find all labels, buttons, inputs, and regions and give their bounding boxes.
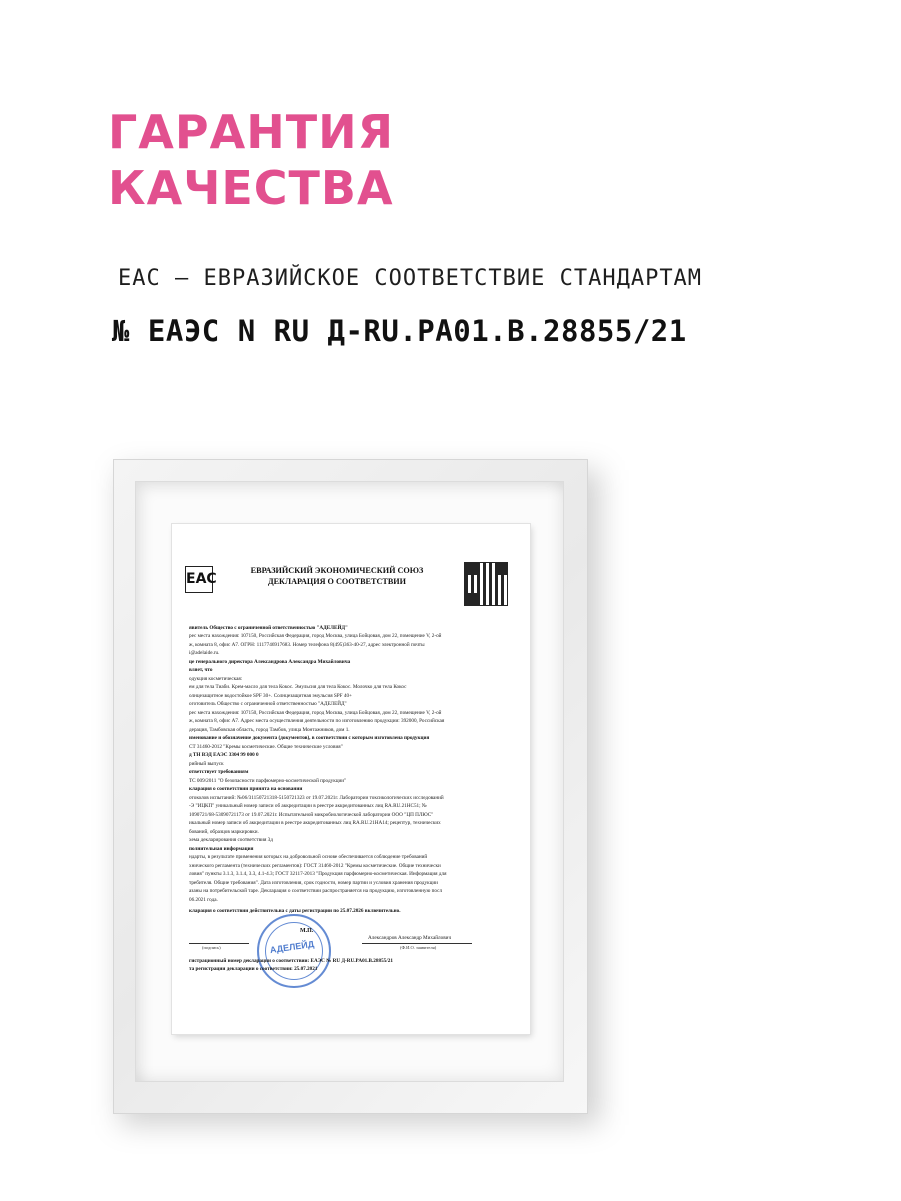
doc-line: вляет, что xyxy=(189,667,213,674)
doc-line: кларация о соответствии принята на основании xyxy=(189,786,303,793)
doc-line: азаны на потребительской таре. Декларация о соответствии распространяется на продукцию, изготовленную посл xyxy=(189,888,443,895)
doc-line: требителя. Общие требования". Дата изготовления, срок годности, номер партии и условия хранения продукции xyxy=(189,879,438,886)
doc-line: це генерального директора Александрова Александра Михайловича xyxy=(189,658,351,665)
heading-line-1: ГАРАНТИЯ xyxy=(108,105,395,159)
document-body xyxy=(189,625,514,916)
doc-line: рийный выпуск xyxy=(189,760,224,767)
quality-guarantee-heading xyxy=(108,104,394,216)
doc-line: ответствует требованиям xyxy=(189,769,249,776)
doc-line: рес места нахождения: 107150, Российская Федерация, город Москва, улица Бойцовая, дом 22, помещение V, 2-ой xyxy=(189,633,442,640)
registration-date: та регистрации декларации о соответствии: 25.07.2021 xyxy=(189,966,318,972)
declaration-document xyxy=(172,524,530,1034)
doc-line: хема декларирования соответствия 3д xyxy=(189,837,273,844)
qr-code-icon xyxy=(464,562,508,606)
doc-line: i@adelaide.ru. xyxy=(189,650,220,657)
doc-line: икальный номер записи об аккредитации в реестре аккредитованных лиц RA.RU.21НА14; рецептур, технических xyxy=(189,820,441,827)
doc-line: отоколов испытаний: №06/31150721318-5150721323 от 19.07.2021г. Лаборатории токсикологических исследований xyxy=(189,794,444,801)
doc-line: 06.2021 года. xyxy=(189,896,218,903)
doc-line: -Э "ИЦКП" уникальный номер записи об аккредитации в реестре аккредитованных лиц RA.RU.21НС51; № xyxy=(189,803,427,810)
doc-line: явитель Общество с ограниченной ответственностью "АДЕЛЕЙД" xyxy=(189,625,348,631)
doc-line: дерация, Тамбовская область, город Тамбов, улица Монтажников, дом 1. xyxy=(189,726,350,733)
doc-line: бований, образцов маркировки. xyxy=(189,828,259,835)
eac-subtitle: ЕАС – ЕВРАЗИЙСКОЕ СООТВЕТСТВИЕ СТАНДАРТАМ xyxy=(118,266,703,291)
signature-caption: (подпись) xyxy=(202,945,221,950)
doc-line: СТ 31460-2012 "Кремы косметические. Общие технические условия" xyxy=(189,743,343,750)
doc-line: ловия" пункты 3.1.3, 3.1.4, 3.3, 4.1-4.3; ГОСТ 32117-2013 "Продукция парфюмерно-косметическая. Информация для xyxy=(189,871,447,878)
doc-line: 1090721/68-53090721173 от 19.07.2021г. Испытательной микробиологической лаборатории ООО "ЦП ПЛЮС" xyxy=(189,811,434,818)
doc-line: оготовитель Общество с ограниченной ответственностью "АДЕЛЕЙД" xyxy=(189,701,347,708)
doc-line: кларация о соответствии действительна с даты регистрации по 25.07.2026 включительно. xyxy=(189,907,401,914)
name-caption: (Ф.И.О. заявителя) xyxy=(400,945,437,950)
doc-line: полнительная информация xyxy=(189,845,254,852)
picture-frame xyxy=(113,459,588,1114)
doc-line: именование и обозначение документа (документов), в соответствии с которым изготовлена продукция xyxy=(189,735,430,742)
doc-line: ндарты, в результате применения которых на добровольной основе обеспечивается соблюдение требований xyxy=(189,854,428,861)
document-union-title: ЕВРАЗИЙСКИЙ ЭКОНОМИЧЕСКИЙ СОЮЗ xyxy=(250,566,424,575)
doc-line: ТС 009/2011 "О безопасности парфюмерно-косметической продукции" xyxy=(189,777,347,784)
signer-name: Александров Александр Михайлович xyxy=(368,935,452,941)
doc-line: одукция косметическая: xyxy=(189,675,243,682)
mp-label: М.П. xyxy=(300,928,314,934)
registration-number: гистрационный номер декларации о соответствии: ЕАЭС № RU Д-RU.PA01.B.28855/21 xyxy=(189,958,393,964)
doc-line: хнического регламента (технических регламентов): ГОСТ 31460-2012 "Кремы косметические. Общие технически xyxy=(189,862,441,869)
signature-line xyxy=(189,943,249,944)
doc-line: ж, комната 8, офис А7. ОГРН: 1117746917683. Номер телефона 8(495)363-40-27, адрес электронной почты xyxy=(189,641,425,648)
doc-line: д ТН ВЭД ЕАЭС 3304 99 000 0 xyxy=(189,752,259,759)
doc-line: ем для тела Тиаби. Крем-масло для тела Кокос. Эмульсия для тела Кокос. Молочко для тела Кокос xyxy=(189,684,407,691)
document-declaration-title: ДЕКЛАРАЦИЯ О СООТВЕТСТВИИ xyxy=(267,577,407,586)
heading-line-2: КАЧЕСТВА xyxy=(108,161,394,215)
doc-line: ж, комната 8, офис А7. Адрес места осуществления деятельности по изготовлению продукции: 392000, Российская xyxy=(189,718,445,725)
doc-line: рес места нахождения: 107150, Российская Федерация, город Москва, улица Бойцовая, дом 22, помещение V, 2-ой xyxy=(189,709,442,716)
eac-logo-icon: ЕАС xyxy=(185,566,213,593)
document-header xyxy=(232,565,442,587)
name-line xyxy=(362,943,472,944)
certificate-number: № ЕАЭС N RU Д-RU.PA01.B.28855/21 xyxy=(112,314,687,348)
doc-line: олнцезащитное водостойкое SPF 30+. Солнцезащитная эмульсия SPF 40+ xyxy=(189,692,352,699)
stamp-label: АДЕЛЕЙД xyxy=(269,938,315,956)
